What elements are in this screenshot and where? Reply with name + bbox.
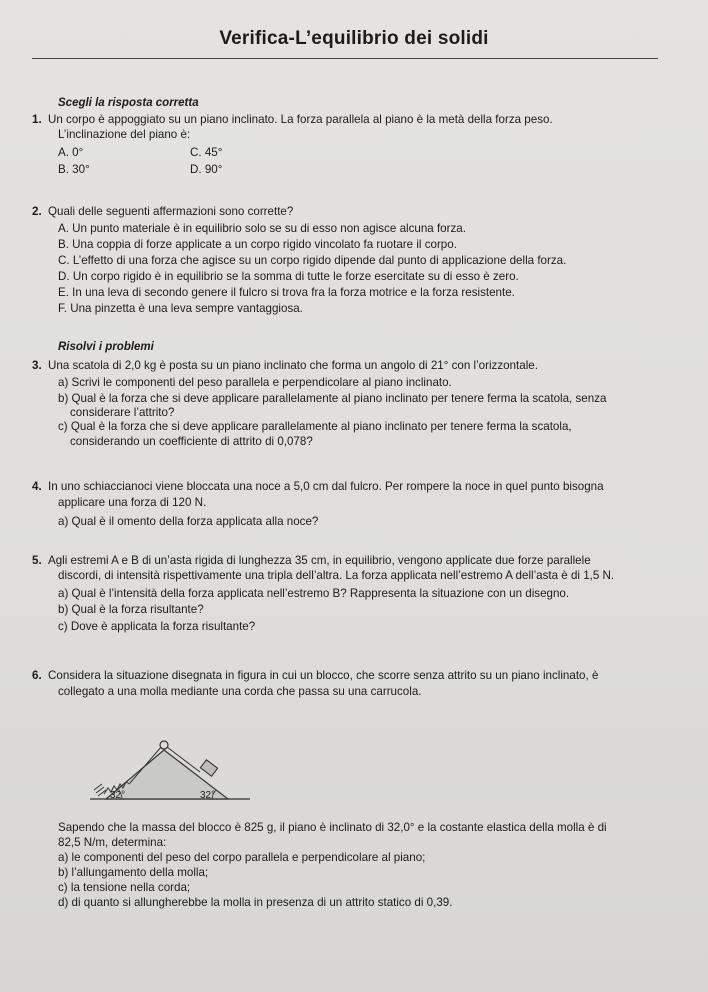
angle-label-right: 32° [200,790,216,801]
question-4-number: 4. [32,480,42,493]
section-multiple-choice-heading: Scegli la risposta corretta [58,97,199,109]
question-6-data-continued: 82,5 N/m, determina: [58,836,167,849]
question-5-text: Agli estremi A e B di un’asta rigida di lunghezza 35 cm, in equilibrio, vengono applicate due forze parallele [48,554,591,567]
question-1 [32,113,662,128]
question-1-text: Un corpo è appoggiato su un piano inclinato. La forza parallela al piano è la metà della forza peso. [48,113,553,126]
question-2 [32,205,293,220]
question-2-option-f: F. Una pinzetta è una leva sempre vantaggiosa. [58,302,303,315]
question-3-text: Una scatola di 2,0 kg è posta su un piano inclinato che forma un angolo di 21° con l’orizzontale. [48,359,538,372]
question-5-part-b: b) Qual è la forza risultante? [58,603,204,616]
question-6-part-b: b) l’allungamento della molla; [58,866,209,879]
question-3-part-c: c) Qual è la forza che si deve applicare parallelamente al piano inclinato per tenere ferma la scatola, [58,420,572,433]
question-2-option-a: A. Un punto materiale è in equilibrio solo se su di esso non agisce alcuna forza. [58,222,466,235]
title-underline [32,58,658,59]
spring-anchor [94,784,106,796]
question-2-number: 2. [32,205,42,218]
question-4 [32,480,604,495]
angle-label-left: 32° [110,790,126,801]
question-5 [32,554,591,569]
question-3-part-b-continued: considerare l’attrito? [70,406,175,419]
question-1-option-c: C. 45° [190,146,223,159]
question-3-part-b: b) Qual è la forza che si deve applicare parallelamente al piano inclinato per tenere ferma la scatola, senza [58,392,607,405]
question-1-option-d: D. 90° [190,163,223,176]
question-5-part-a: a) Qual è l’intensità della forza applicata nell’estremo B? Rappresenta la situazione con un disegno. [58,587,570,600]
question-6-number: 6. [32,669,42,682]
question-6-part-d: d) di quanto si allungherebbe la molla in presenza di un attrito statico di 0,39. [58,896,453,909]
question-4-text: In uno schiaccianoci viene bloccata una noce a 5,0 cm dal fulcro. Per rompere la noce in quel punto bisogna [48,480,604,493]
question-1-option-a: A. 0° [58,146,84,159]
question-1-text-continued: L’inclinazione del piano è: [58,128,191,141]
question-2-option-b: B. Una coppia di forze applicate a un corpo rigido vincolato fa ruotare il corpo. [58,238,457,251]
question-3-number: 3. [32,359,42,372]
question-6-part-a: a) le componenti del peso del corpo parallela e perpendicolare al piano; [58,851,426,864]
question-5-text-continued: discordi, di intensità rispettivamente una tripla dell’altra. La forza applicata nell’estremo A dell’asta è di 1,5 N. [58,569,615,582]
question-5-part-c: c) Dove è applicata la forza risultante? [58,620,256,633]
question-1-option-b: B. 30° [58,163,90,176]
incline-pulley-figure [82,732,254,808]
question-6-text: Considera la situazione disegnata in figura in cui un blocco, che scorre senza attrito su un piano inclinato, è [48,669,599,682]
page-title: Verifica-L’equilibrio dei solidi [219,28,489,49]
question-4-part-a: a) Qual è il omento della forza applicata alla noce? [58,515,319,528]
question-5-number: 5. [32,554,42,567]
pulley [160,741,168,749]
question-2-text: Quali delle seguenti affermazioni sono corrette? [48,205,294,218]
question-3 [32,359,538,374]
question-2-option-d: D. Un corpo rigido è in equilibrio se la somma di tutte le forze esercitate su di esso è zero. [58,270,519,283]
question-3-part-a: a) Scrivi le componenti del peso parallela e perpendicolare al piano inclinato. [58,376,452,389]
question-6-part-c: c) la tensione nella corda; [58,881,191,894]
question-2-option-e: E. In una leva di secondo genere il fulcro si trova fra la forza motrice e la forza resistente. [58,286,515,299]
question-2-option-c: C. L’effetto di una forza che agisce su un corpo rigido dipende dal punto di applicazione della forza. [58,254,567,267]
sliding-block [200,760,217,776]
question-6-data: Sapendo che la massa del blocco è 825 g, il piano è inclinato di 32,0° e la costante elastica della molla è di [58,821,607,834]
question-4-text-continued: applicare una forza di 120 N. [58,496,207,509]
section-problems-heading: Risolvi i problemi [58,341,154,353]
question-1-number: 1. [32,113,42,126]
question-6-text-continued: collegato a una molla mediante una corda che passa su una carrucola. [58,685,422,698]
question-3-part-c-continued: considerando un coefficiente di attrito di 0,078? [70,435,313,448]
question-6 [32,669,598,684]
